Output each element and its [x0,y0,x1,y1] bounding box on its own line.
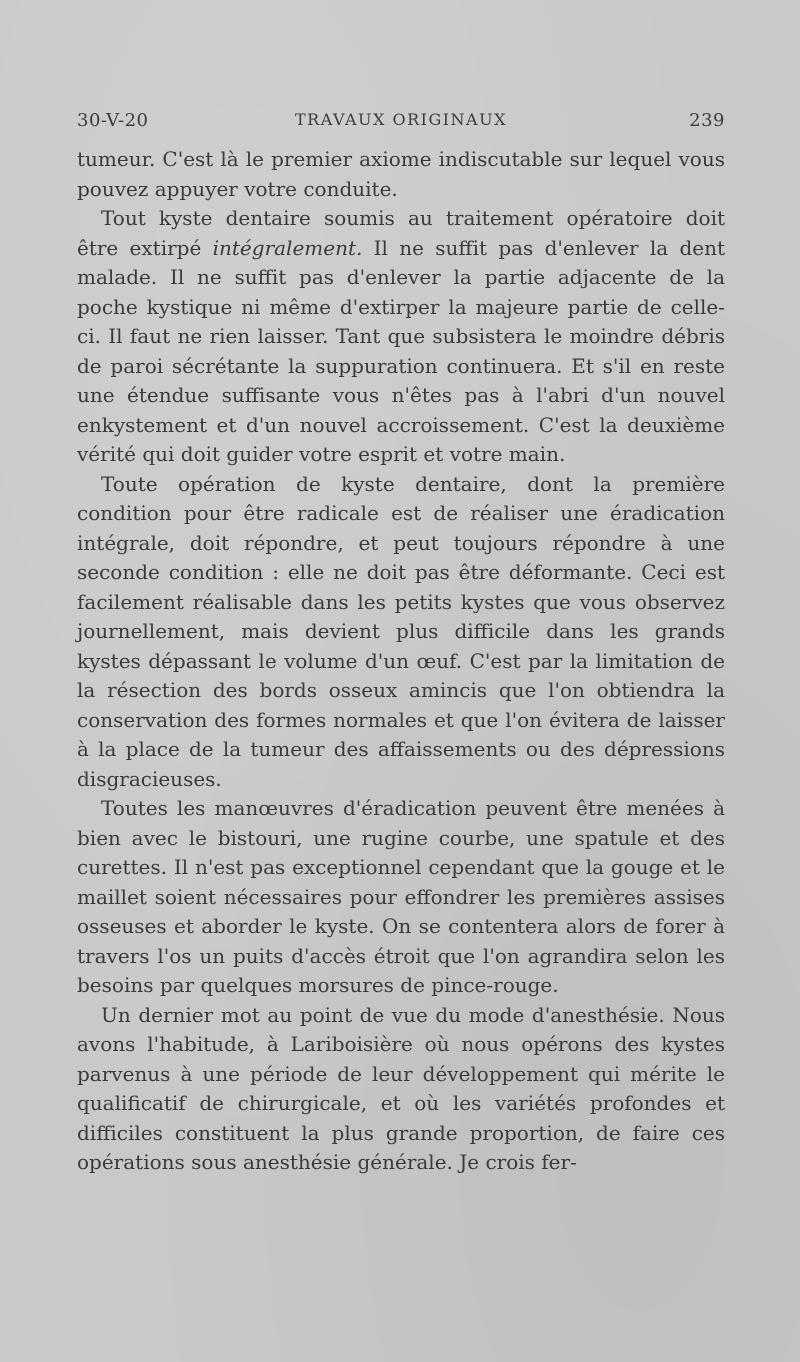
page-number: 239 [689,110,725,131]
paragraph-operation: Toute opération de kyste dentaire, dont la première condition pour être radicale est de réaliser une éradication intégrale, doit répondre, et peut toujours répondre à une seconde condition : elle ne doit pas être déformante. Ceci est facilement réalisable dans les petits kystes que vous observez journellement, mais devient plus difficile dans les grands kystes dépassant le volume d'un œuf. C'est par la limitation de la résection des bords osseux amincis que l'on obtiendra la conservation des formes normales et que l'on évitera de laisser à la place de la tumeur des affaissements ou des dépressions disgracieuses. [77,471,725,791]
paragraph-continuation: tumeur. C'est là le premier axiome indiscutable sur lequel vous pouvez appuyer votre conduite. [77,147,725,201]
paragraph-anesthesie: Un dernier mot au point de vue du mode d'anesthésie. Nous avons l'habitude, à Lariboisière où nous opérons des kystes parvenus à une période de leur développement qui mérite le qualificatif de chirurgicale, et où les variétés profondes et difficiles constituent la plus grande proportion, de faire ces opérations sous anesthésie générale. Je crois fer- [77,1002,725,1174]
emphasis-integralement: intégralement. [212,235,363,260]
header-date: 30-V-20 [77,110,149,131]
header-section-title: TRAVAUX ORIGINAUX [295,110,507,129]
body-text [77,145,725,1178]
paragraph-extirpation-start: Tout kyste dentaire soumis au traitement opératoire doit être extirpé [77,206,725,260]
paragraph-extirpation-end: Il ne suffit pas d'enlever la dent malade. Il ne suffit pas d'enlever la partie adjacente de la poche kystique ni même d'extirper la majeure partie de celle-ci. Il faut ne rien laisser. Tant que subsistera le moindre débris de paroi sécrétante la suppuration continuera. Et s'il en reste une étendue suffisante vous n'êtes pas à l'abri d'un nouvel enkystement et d'un nouvel accroissement. C'est la deuxième vérité qui doit guider votre esprit et votre main. [77,235,726,466]
paragraph-extirpation [77,204,725,470]
running-head [77,110,725,140]
paragraph-eradication: Toutes les manœuvres d'éradication peuvent être menées à bien avec le bistouri, une rugine courbe, une spatule et des curettes. Il n'est pas exceptionnel cependant que la gouge et le maillet soient nécessaires pour effondrer les premières assises osseuses et aborder le kyste. On se contentera alors de forer à travers l'os un puits d'accès étroit que l'on agrandira selon les besoins par quelques morsures de pince-rouge. [77,796,725,997]
